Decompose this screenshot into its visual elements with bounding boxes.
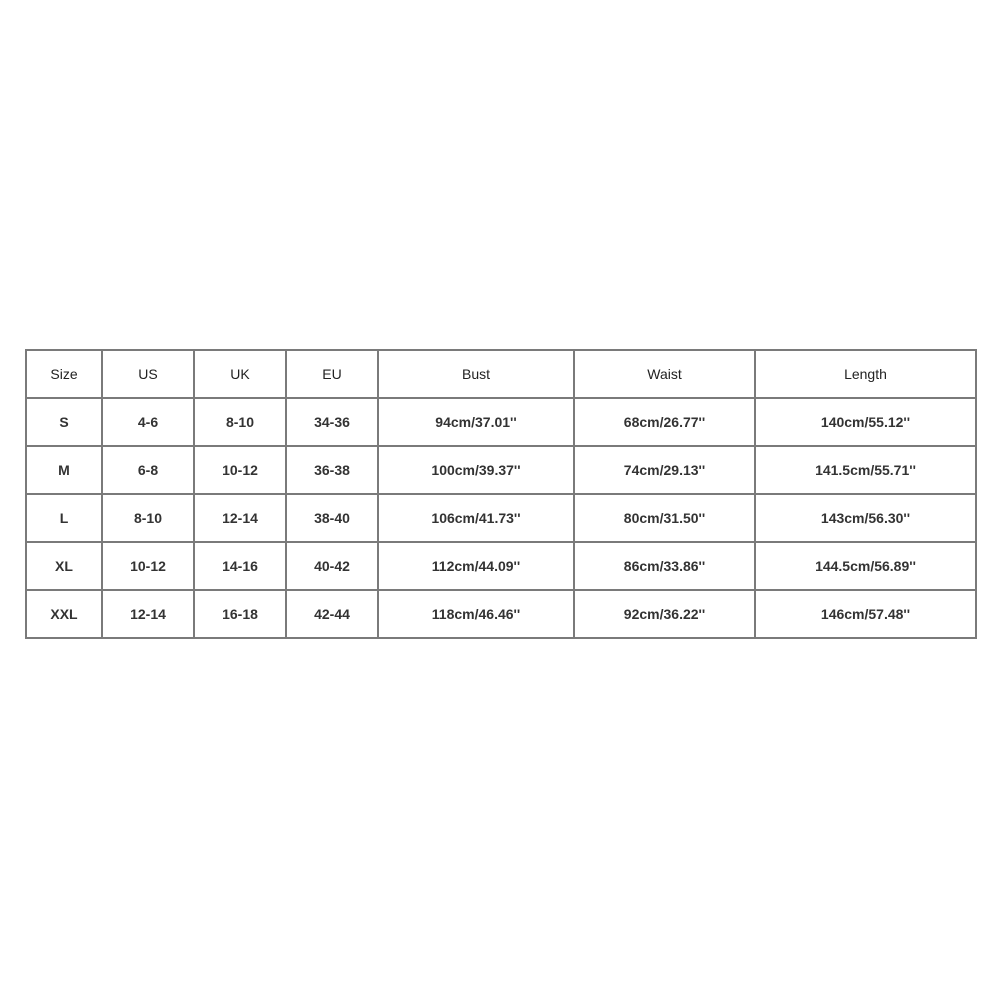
table-row <box>26 398 976 446</box>
cell-length: 146cm/57.48'' <box>755 590 976 638</box>
cell-uk: 16-18 <box>194 590 286 638</box>
cell-us: 4-6 <box>102 398 194 446</box>
cell-us: 8-10 <box>102 494 194 542</box>
table-row <box>26 590 976 638</box>
cell-length: 141.5cm/55.71'' <box>755 446 976 494</box>
size-chart-table <box>25 349 977 639</box>
cell-uk: 12-14 <box>194 494 286 542</box>
cell-waist: 74cm/29.13'' <box>574 446 755 494</box>
table-row <box>26 446 976 494</box>
cell-bust: 112cm/44.09'' <box>378 542 574 590</box>
cell-size: S <box>26 398 102 446</box>
cell-waist: 92cm/36.22'' <box>574 590 755 638</box>
cell-waist: 80cm/31.50'' <box>574 494 755 542</box>
cell-waist: 68cm/26.77'' <box>574 398 755 446</box>
cell-bust: 94cm/37.01'' <box>378 398 574 446</box>
header-us: US <box>102 350 194 398</box>
cell-eu: 38-40 <box>286 494 378 542</box>
cell-uk: 14-16 <box>194 542 286 590</box>
cell-waist: 86cm/33.86'' <box>574 542 755 590</box>
cell-size: M <box>26 446 102 494</box>
cell-length: 140cm/55.12'' <box>755 398 976 446</box>
table-header-row <box>26 350 976 398</box>
cell-uk: 10-12 <box>194 446 286 494</box>
cell-uk: 8-10 <box>194 398 286 446</box>
cell-bust: 118cm/46.46'' <box>378 590 574 638</box>
cell-us: 10-12 <box>102 542 194 590</box>
cell-length: 143cm/56.30'' <box>755 494 976 542</box>
header-waist: Waist <box>574 350 755 398</box>
cell-length: 144.5cm/56.89'' <box>755 542 976 590</box>
cell-us: 12-14 <box>102 590 194 638</box>
cell-size: XXL <box>26 590 102 638</box>
cell-eu: 34-36 <box>286 398 378 446</box>
cell-size: L <box>26 494 102 542</box>
header-uk: UK <box>194 350 286 398</box>
cell-eu: 42-44 <box>286 590 378 638</box>
table-row <box>26 542 976 590</box>
cell-bust: 106cm/41.73'' <box>378 494 574 542</box>
header-eu: EU <box>286 350 378 398</box>
cell-size: XL <box>26 542 102 590</box>
cell-eu: 36-38 <box>286 446 378 494</box>
cell-us: 6-8 <box>102 446 194 494</box>
cell-eu: 40-42 <box>286 542 378 590</box>
table-row <box>26 494 976 542</box>
header-length: Length <box>755 350 976 398</box>
header-bust: Bust <box>378 350 574 398</box>
header-size: Size <box>26 350 102 398</box>
cell-bust: 100cm/39.37'' <box>378 446 574 494</box>
